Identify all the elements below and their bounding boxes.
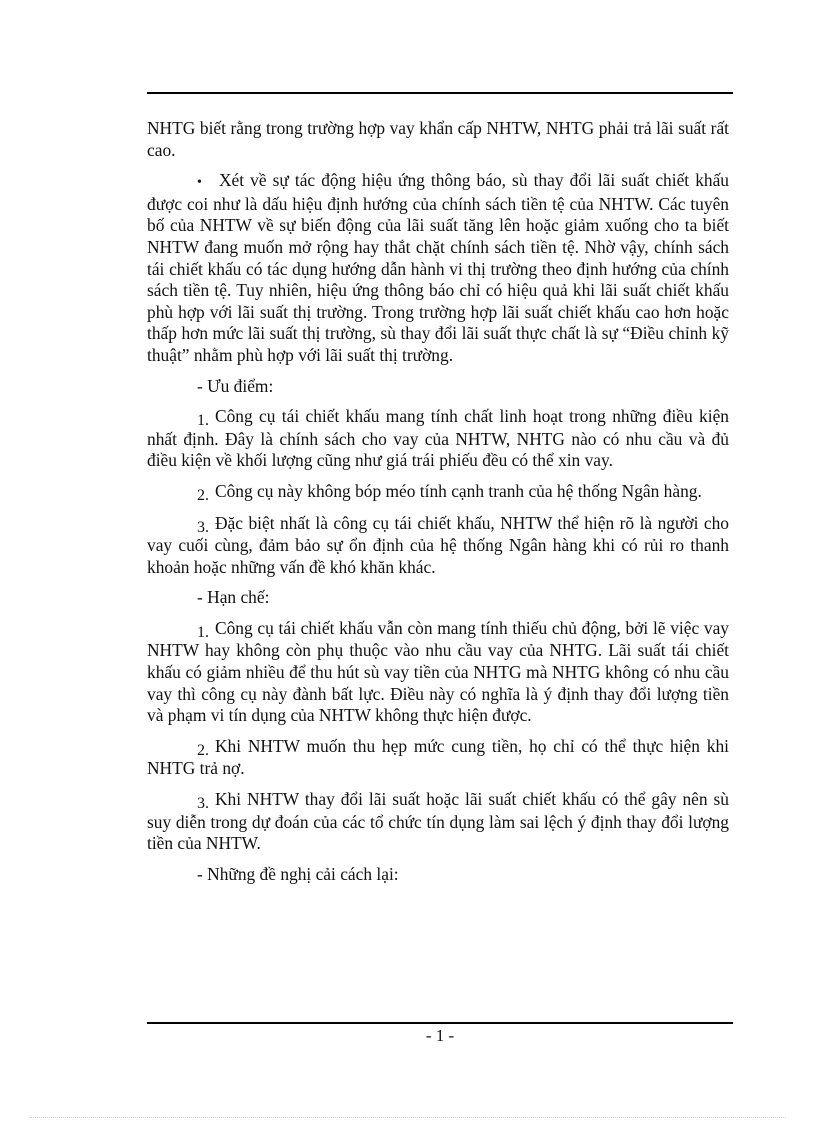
- limitation-text-3: Khi NHTW thay đổi lãi suất hoặc lãi suất chiết khấu có thể gây nên sù suy diễn trong dự đoán của các tổ chức tín dụng làm sai lệch ý định thay đổi lượng tiền của NHTW.: [147, 789, 729, 854]
- page-edge-divider: [30, 1117, 786, 1118]
- bullet-icon: •: [197, 175, 202, 191]
- limitation-item-3: [147, 789, 729, 855]
- advantage-item-1: [147, 406, 729, 472]
- limitation-text-1: Công cụ tái chiết khấu vẫn còn mang tính thiếu chủ động, bởi lẽ việc vay NHTW hay không còn phụ thuộc vào nhu cầu vay của NHTG. Lãi suất tái chiết khấu có giảm nhiều để thu hút sù vay tiền của NHTG mà NHTG không có nhu cầu vay thì công cụ này đành bất lực. Điều này có nghĩa là ý định thay đổi lượng tiền và phạm vi tín dụng của NHTW không thực hiện được.: [147, 617, 729, 726]
- bullet-paragraph: [147, 170, 729, 366]
- limitation-number-1: 1.: [197, 623, 209, 641]
- advantage-text-3: Đặc biệt nhất là công cụ tái chiết khấu, NHTW thể hiện rõ là người cho vay cuối cùng, đảm bảo sự ổn định của hệ thống Ngân hàng khi có rủi ro thanh khoản hoặc những vấn đề khó khăn khác.: [147, 512, 729, 577]
- bullet-paragraph-text: Xét về sự tác động hiệu ứng thông báo, sù thay đổi lãi suất chiết khấu được coi như là dấu hiệu định hướng của chính sách tiền tệ của NHTW. Các tuyên bố của NHTW về sự biến động của lãi suất tăng lên hoặc giảm xuống cho ta biết NHTW đang muốn mở rộng hay thắt chặt chính sách tiền tệ. Nhờ vậy, chính sách tái chiết khấu có tác dụng hướng dẫn hành vi thị trường theo định hướng của chính sách tiền tệ. Tuy nhiên, hiệu ứng thông báo chỉ có hiệu quả khi lãi suất chiết khấu phù hợp với lãi suất thị trường. Trong trường hợp lãi suất chiết khấu cao hơn hoặc thấp hơn mức lãi suất thị trường, sù thay đổi lãi suất thực chất là sự “Điều chỉnh kỹ thuật” nhằm phù hợp với lãi suất thị trường.: [147, 170, 729, 365]
- limitation-item-2: [147, 736, 729, 780]
- advantage-number-3: 3.: [197, 518, 209, 536]
- advantage-item-2: [147, 481, 729, 504]
- limitation-item-1: [147, 618, 729, 727]
- advantage-number-2: 2.: [197, 486, 209, 504]
- limitation-number-2: 2.: [197, 741, 209, 759]
- limitations-heading: - Hạn chế:: [197, 587, 270, 608]
- limitation-number-3: 3.: [197, 795, 209, 813]
- intro-paragraph: NHTG biết rằng trong trường hợp vay khẩn cấp NHTW, NHTG phải trả lãi suất rất cao.: [147, 118, 729, 160]
- advantage-text-2: Công cụ này không bóp méo tính cạnh tranh của hệ thống Ngân hàng.: [215, 480, 702, 501]
- page-number: - 1 -: [425, 1026, 455, 1045]
- document-body: [147, 118, 729, 894]
- advantage-text-1: Công cụ tái chiết khấu mang tính chất linh hoạt trong những điều kiện nhất định. Đây là chính sách cho vay của NHTW, NHTG nào có nhu cầu và đủ điều kiện về khối lượng cũng như giá trái phiếu đều có thể xin vay.: [147, 406, 729, 471]
- limitation-text-2: Khi NHTW muốn thu hẹp mức cung tiền, họ chỉ có thể thực hiện khi NHTG trả nợ.: [147, 735, 729, 779]
- header-rule: [147, 92, 733, 94]
- reform-heading: - Những đề nghị cải cách lại:: [197, 863, 399, 884]
- footer-rule: [147, 1022, 733, 1024]
- advantages-heading: - Ưu điểm:: [197, 375, 274, 396]
- advantage-number-1: 1.: [197, 412, 209, 430]
- advantage-item-3: [147, 513, 729, 579]
